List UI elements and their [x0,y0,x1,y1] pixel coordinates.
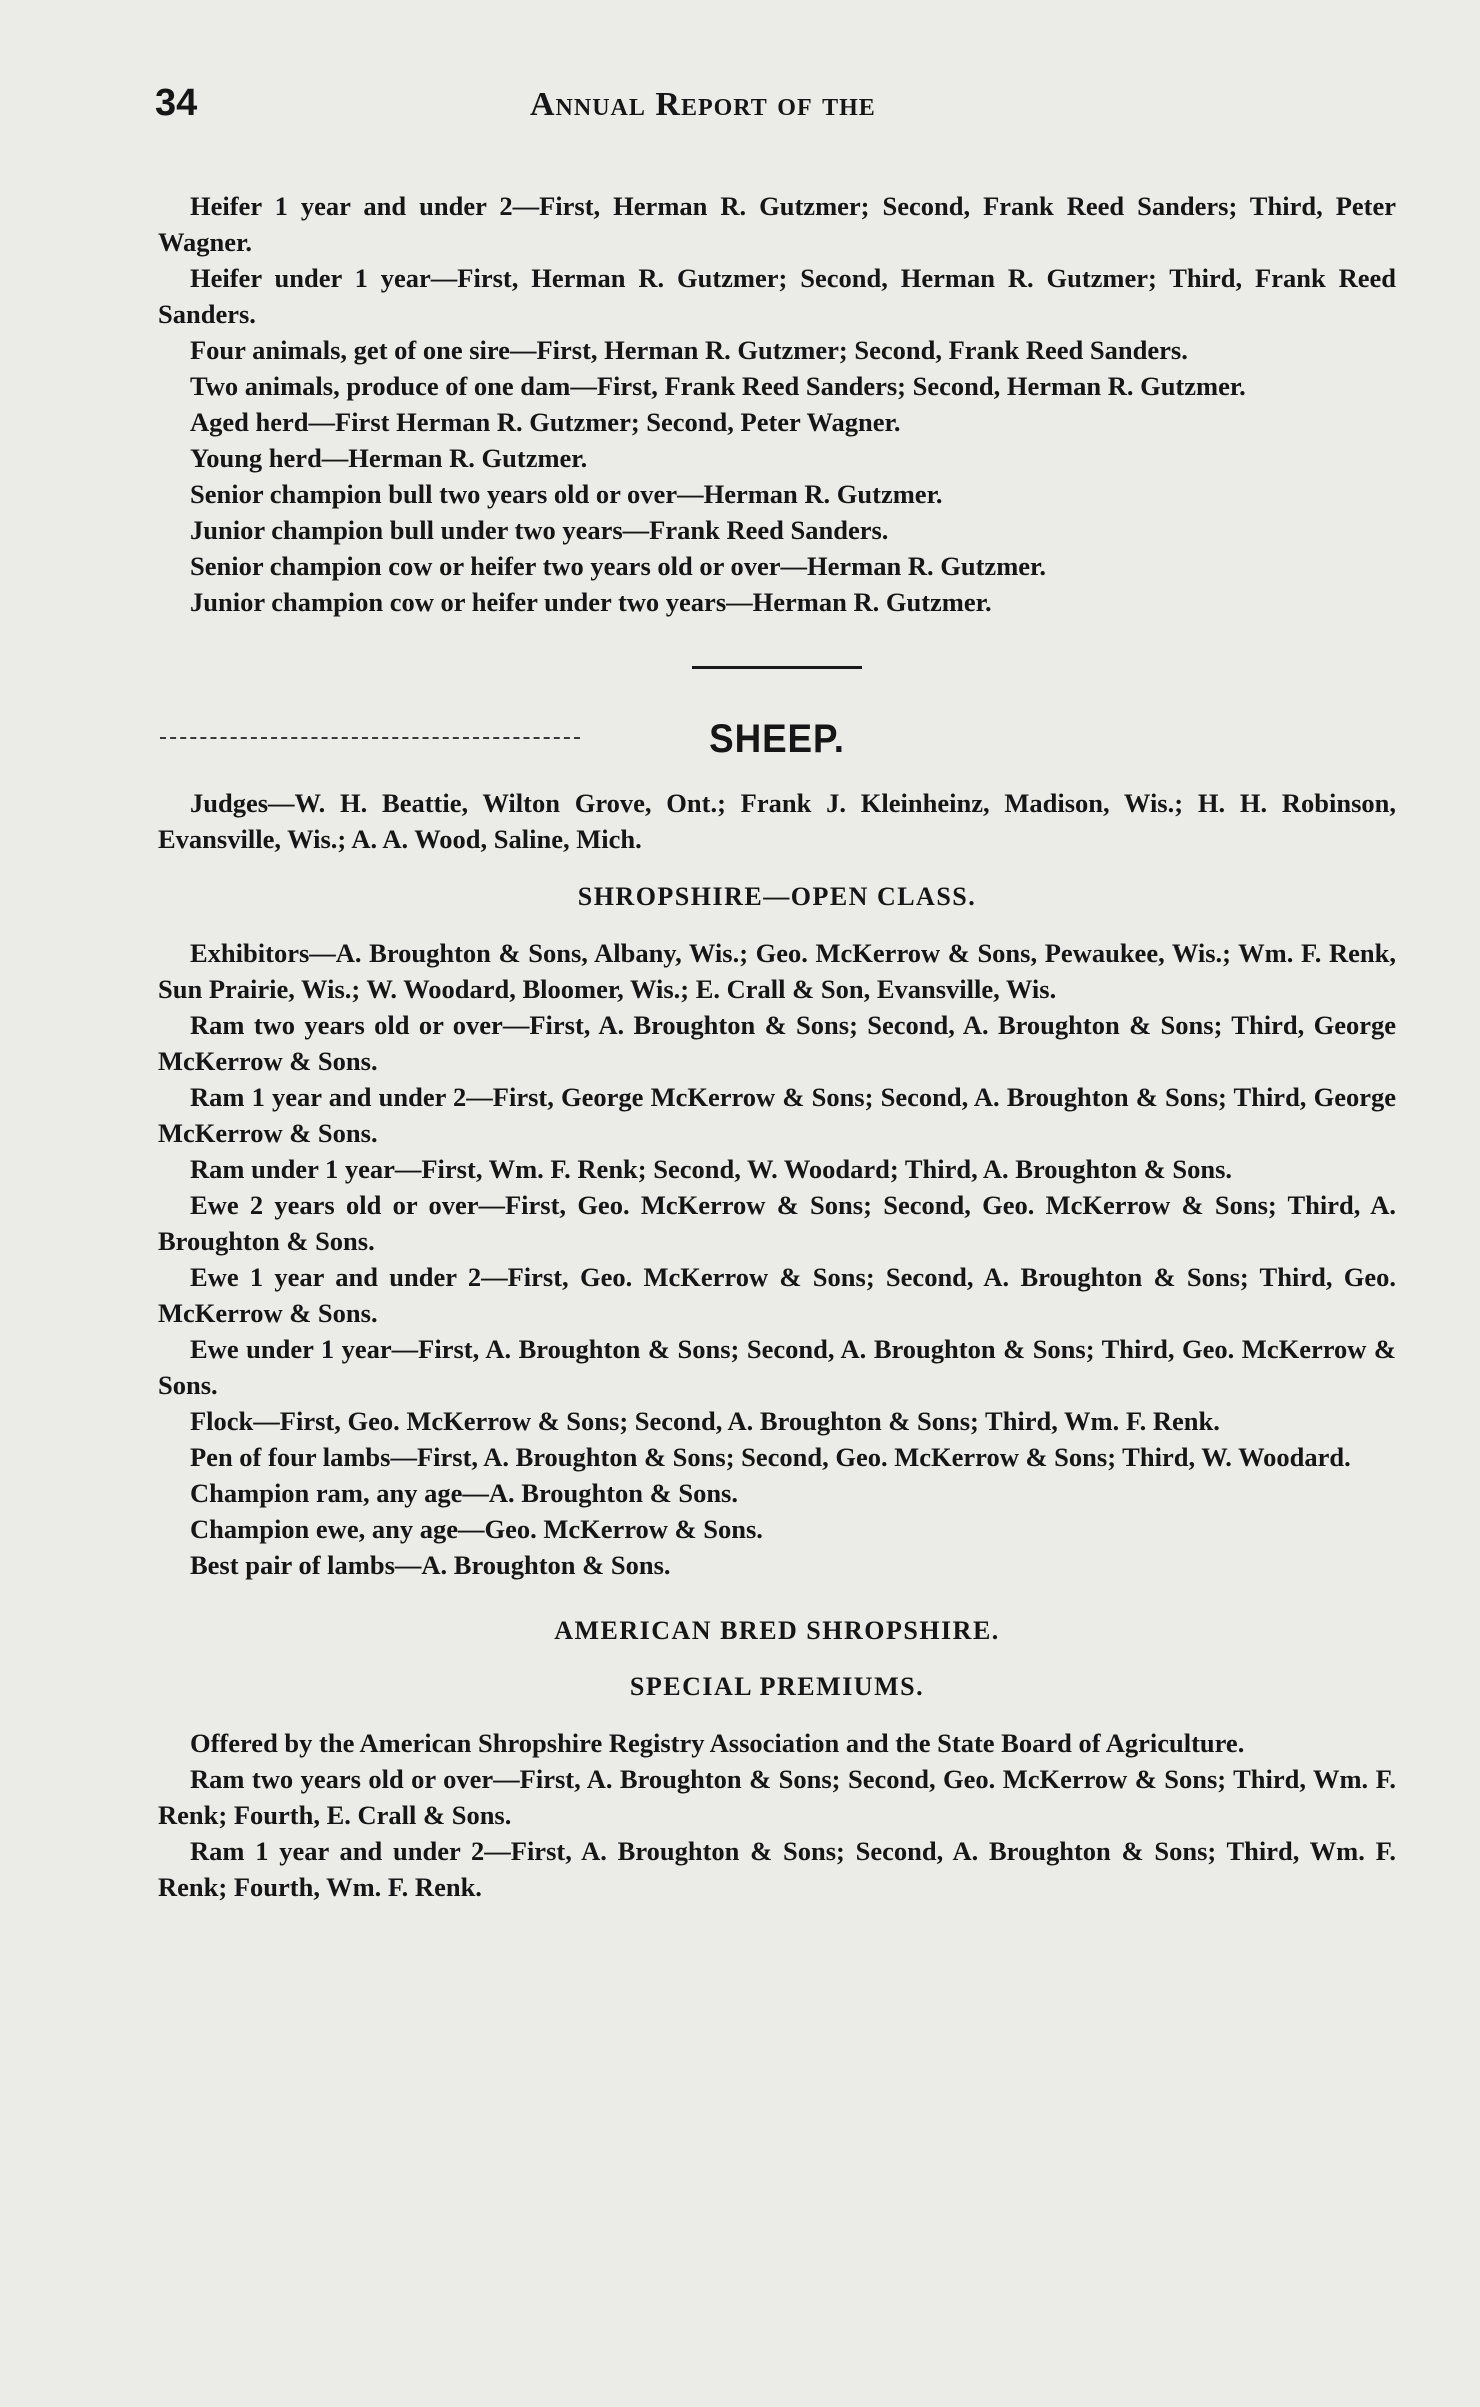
subheading: SPECIAL PREMIUMS. [629,1672,925,1701]
award-entry: Ewe under 1 year—First, A. Broughton & Sons; Second, A. Broughton & Sons; Third, Geo. McKerrow & Sons. [158,1334,1396,1400]
section-title: SHEEP. [709,717,845,761]
award-entry: Four animals, get of one sire—First, Herman R. Gutzmer; Second, Frank Reed Sanders. [190,335,1188,365]
award-entry: Ram two years old or over—First, A. Broughton & Sons; Second, A. Broughton & Sons; Third, George McKerrow & Sons. [158,1010,1396,1076]
award-entry: Young herd—Herman R. Gutzmer. [190,443,588,473]
award-entry: Heifer under 1 year—First, Herman R. Gutzmer; Second, Herman R. Gutzmer; Third, Frank Reed Sanders. [158,263,1396,329]
award-entry: Best pair of lambs—A. Broughton & Sons. [190,1550,671,1580]
shropshire-open-awards [158,935,1396,1583]
award-entry: Offered by the American Shropshire Registry Association and the State Board of Agriculture. [190,1728,1245,1758]
award-entry: Ram 1 year and under 2—First, A. Broughton & Sons; Second, A. Broughton & Sons; Third, Wm. F. Renk; Fourth, Wm. F. Renk. [158,1836,1396,1902]
award-entry: Pen of four lambs—First, A. Broughton & Sons; Second, Geo. McKerrow & Sons; Third, W. Woodard. [190,1442,1351,1472]
sheep-section-header [158,709,1396,775]
award-entry: Senior champion cow or heifer two years old or over—Herman R. Gutzmer. [190,551,1046,581]
page-body [158,188,1396,1905]
award-entry: Ram under 1 year—First, Wm. F. Renk; Second, W. Woodard; Third, A. Broughton & Sons. [190,1154,1233,1184]
running-head: Annual Report of the [530,86,876,123]
american-bred-awards [158,1725,1396,1905]
award-entry: Exhibitors—A. Broughton & Sons, Albany, Wis.; Geo. McKerrow & Sons, Pewaukee, Wis.; Wm. F. Renk, Sun Prairie, Wis.; W. Woodard, Bloomer, Wis.; E. Crall & Son, Evansville, Wis. [158,938,1396,1004]
award-entry: Heifer 1 year and under 2—First, Herman R. Gutzmer; Second, Frank Reed Sanders; Third, Peter Wagner. [158,191,1396,257]
award-entry: Ewe 2 years old or over—First, Geo. McKerrow & Sons; Second, Geo. McKerrow & Sons; Third, A. Broughton & Sons. [158,1190,1396,1256]
award-entry: Junior champion cow or heifer under two years—Herman R. Gutzmer. [190,587,992,617]
award-entry: Aged herd—First Herman R. Gutzmer; Second, Peter Wagner. [190,407,901,437]
award-entry: Two animals, produce of one dam—First, Frank Reed Sanders; Second, Herman R. Gutzmer. [190,371,1246,401]
page-number: 34 [155,82,198,124]
section-divider [692,666,862,669]
award-entry: Champion ram, any age—A. Broughton & Sons. [190,1478,738,1508]
class-heading: SHROPSHIRE—OPEN CLASS. [577,882,977,911]
award-entry: Flock—First, Geo. McKerrow & Sons; Second, A. Broughton & Sons; Third, Wm. F. Renk. [190,1406,1220,1436]
award-entry: Champion ewe, any age—Geo. McKerrow & Sons. [190,1514,763,1544]
award-entry: Junior champion bull under two years—Frank Reed Sanders. [190,515,889,545]
judges-line: Judges—W. H. Beattie, Wilton Grove, Ont.; Frank J. Kleinheinz, Madison, Wis.; H. H. Robinson, Evansville, Wis.; A. A. Wood, Saline, Mich. [158,788,1396,854]
page-header [155,82,1395,142]
award-entry: Senior champion bull two years old or over—Herman R. Gutzmer. [190,479,943,509]
award-entry: Ram 1 year and under 2—First, George McKerrow & Sons; Second, A. Broughton & Sons; Third, George McKerrow & Sons. [158,1082,1396,1148]
award-entry: Ram two years old or over—First, A. Broughton & Sons; Second, Geo. McKerrow & Sons; Third, Wm. F. Renk; Fourth, E. Crall & Sons. [158,1764,1396,1830]
cattle-awards [158,188,1396,620]
award-entry: Ewe 1 year and under 2—First, Geo. McKerrow & Sons; Second, A. Broughton & Sons; Third, Geo. McKerrow & Sons. [158,1262,1396,1328]
class-heading: AMERICAN BRED SHROPSHIRE. [554,1616,1000,1645]
